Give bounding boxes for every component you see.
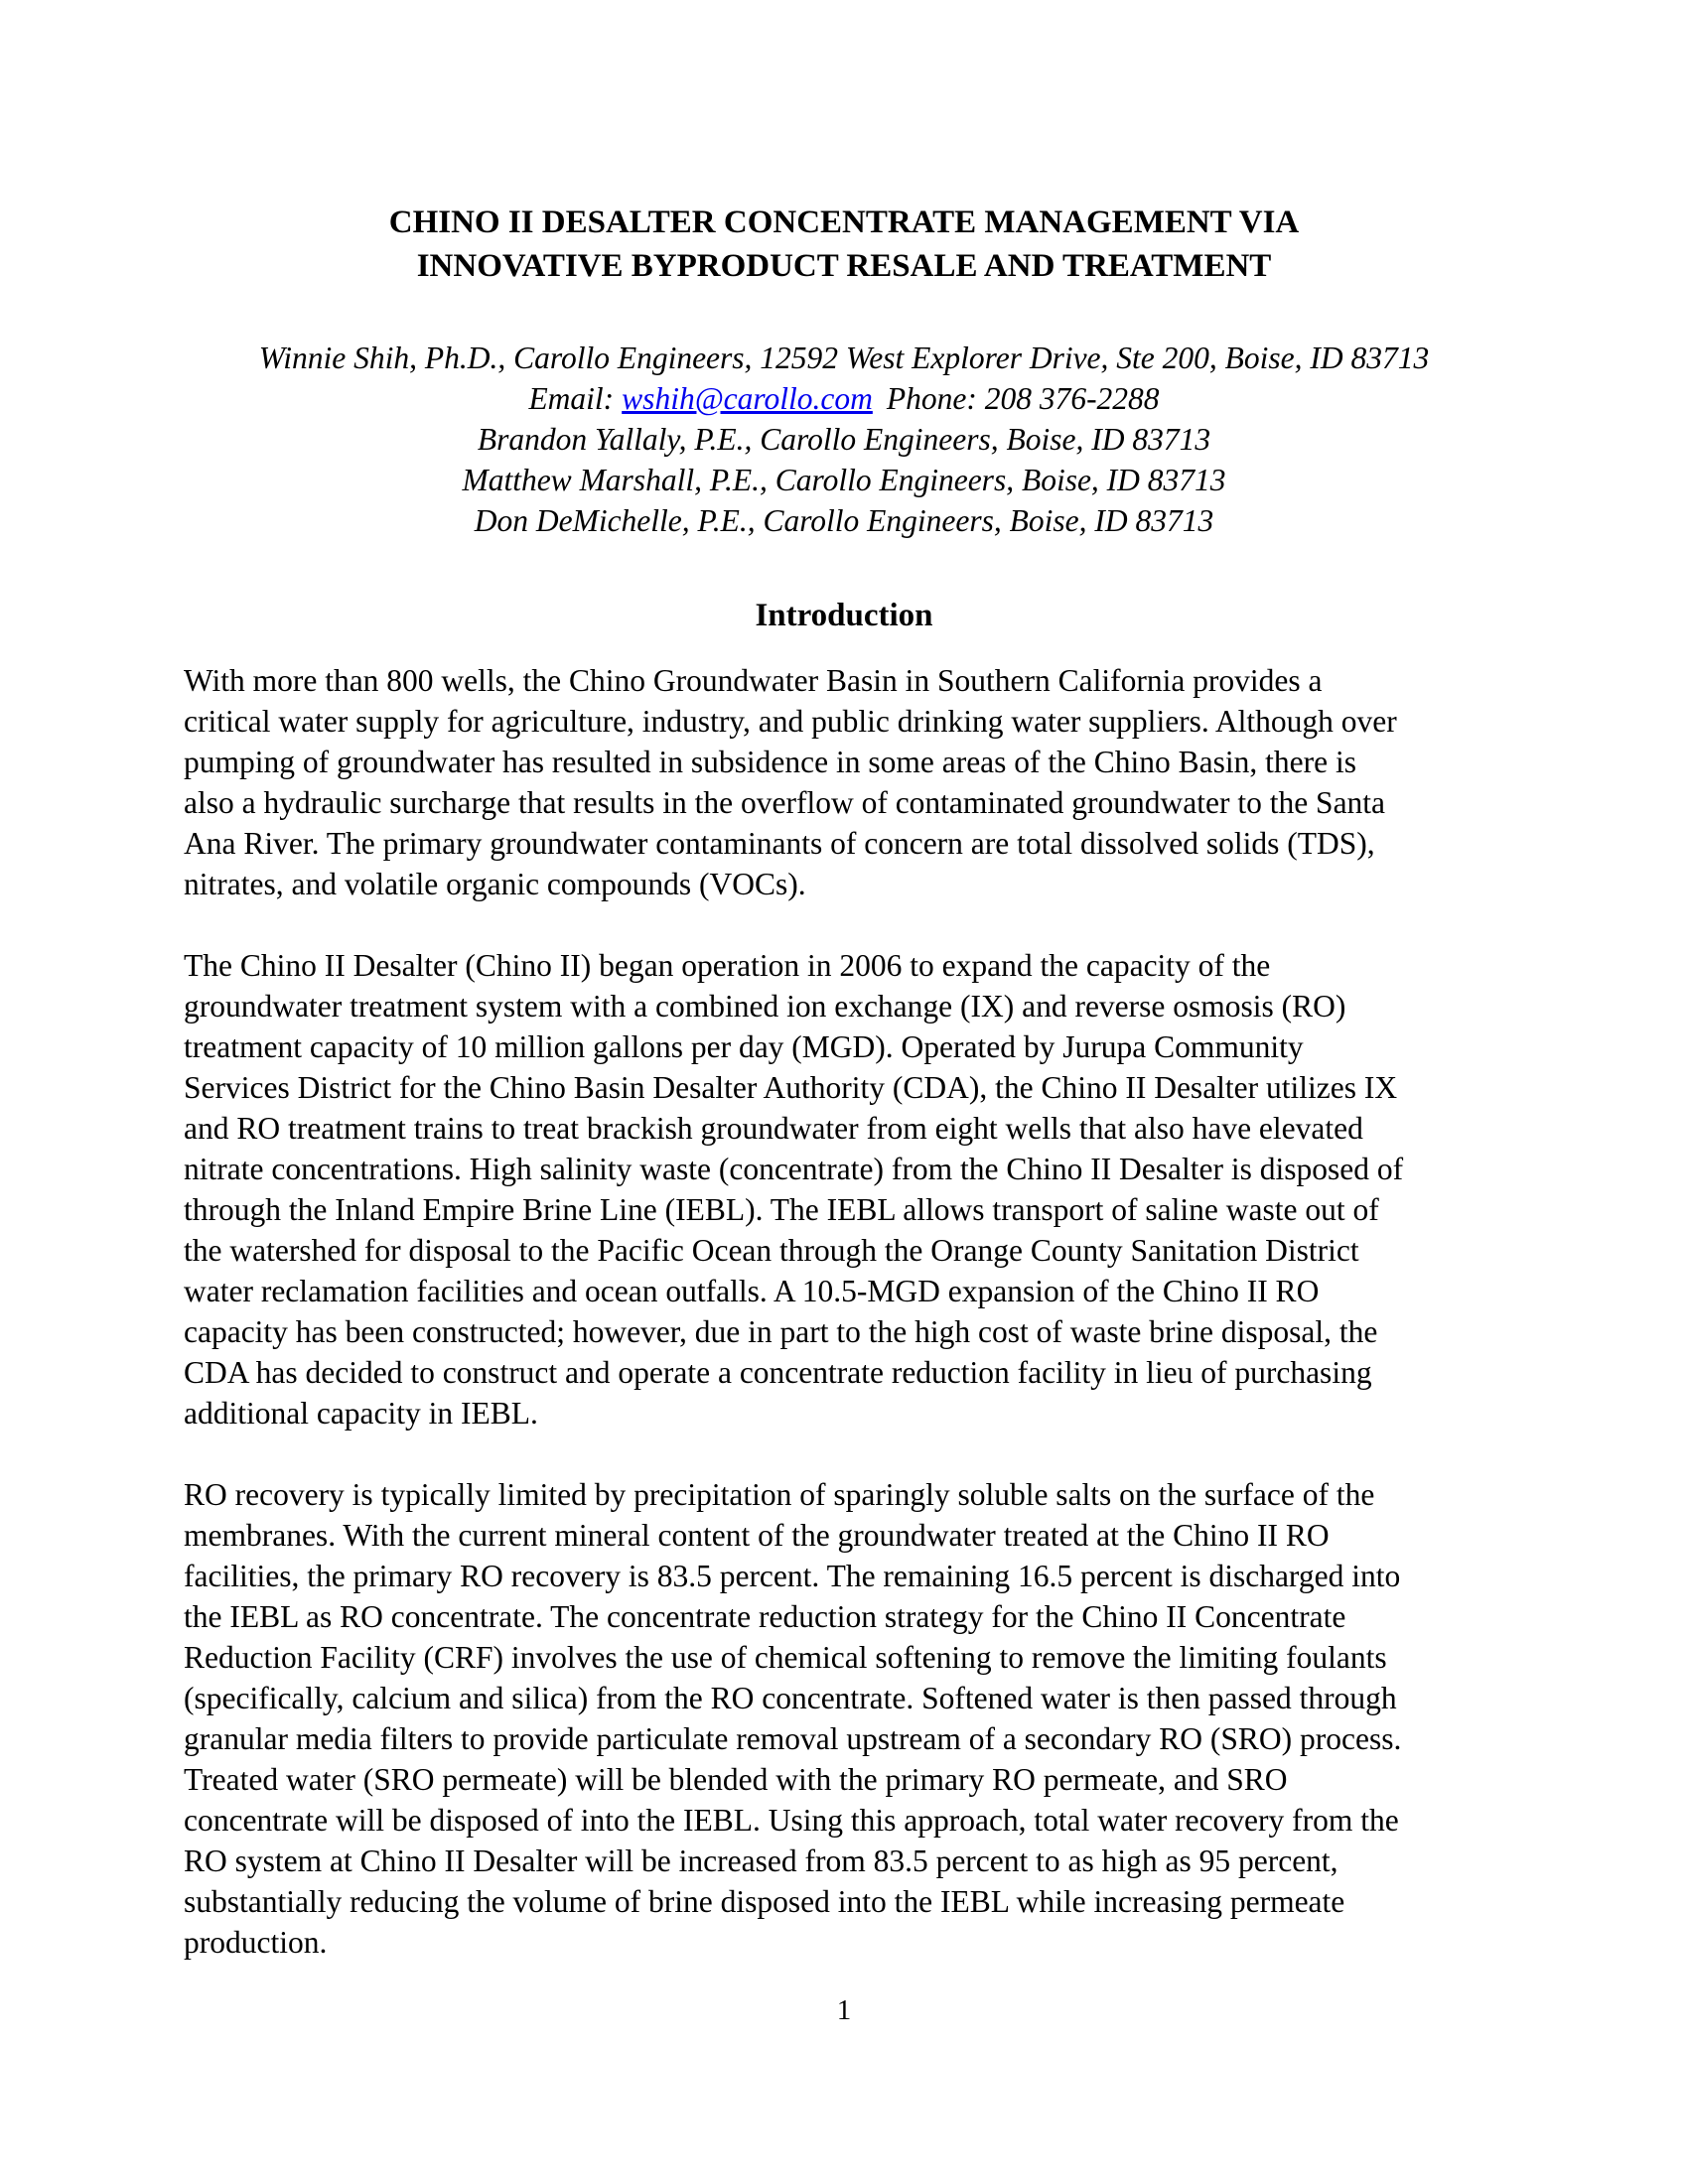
- paragraph-line: Reduction Facility (CRF) involves the use of chemical softening to remove the limiting foulants: [184, 1640, 1387, 1675]
- paragraph-line: facilities, the primary RO recovery is 83.5 percent. The remaining 16.5 percent is discharged into: [184, 1559, 1401, 1593]
- paragraph-line: Ana River. The primary groundwater contaminants of concern are total dissolved solids (TDS),: [184, 826, 1375, 861]
- paragraph-line: nitrate concentrations. High salinity waste (concentrate) from the Chino II Desalter is disposed of: [184, 1152, 1404, 1186]
- paragraph-line: additional capacity in IEBL.: [184, 1396, 538, 1431]
- contact-line: [184, 378, 1504, 419]
- paragraph-line: Services District for the Chino Basin Desalter Authority (CDA), the Chino II Desalter utilizes IX: [184, 1070, 1398, 1105]
- paragraph-line: groundwater treatment system with a combined ion exchange (IX) and reverse osmosis (RO): [184, 989, 1346, 1024]
- introduction-body: [184, 660, 1504, 1963]
- paragraph: [184, 660, 1504, 904]
- author-line-2: Brandon Yallaly, P.E., Carollo Engineers, Boise, ID 83713: [477, 422, 1211, 457]
- paragraph-line: water reclamation facilities and ocean outfalls. A 10.5-MGD expansion of the Chino II RO: [184, 1274, 1320, 1308]
- email-label: Email:: [528, 381, 615, 416]
- section-heading-introduction: Introduction: [755, 598, 933, 633]
- paragraph-line: the watershed for disposal to the Pacific Ocean through the Orange County Sanitation District: [184, 1233, 1359, 1268]
- paragraph-line: substantially reducing the volume of brine disposed into the IEBL while increasing permeate: [184, 1884, 1345, 1919]
- paragraph-line: granular media filters to provide particulate removal upstream of a secondary RO (SRO) process.: [184, 1721, 1402, 1756]
- paragraph-line: With more than 800 wells, the Chino Groundwater Basin in Southern California provides a: [184, 663, 1323, 698]
- paragraph-line: pumping of groundwater has resulted in subsidence in some areas of the Chino Basin, there is: [184, 745, 1356, 779]
- paragraph-line: critical water supply for agriculture, industry, and public drinking water suppliers. Although over: [184, 704, 1397, 739]
- paragraph-line: through the Inland Empire Brine Line (IEBL). The IEBL allows transport of saline waste out of: [184, 1192, 1379, 1227]
- paragraph-line: membranes. With the current mineral content of the groundwater treated at the Chino II RO: [184, 1518, 1330, 1553]
- paper-title: [184, 201, 1504, 288]
- paragraph-line: also a hydraulic surcharge that results in the overflow of contaminated groundwater to the Santa: [184, 785, 1386, 820]
- paragraph: [184, 1474, 1504, 1963]
- paragraph-line: RO system at Chino II Desalter will be increased from 83.5 percent to as high as 95 percent,: [184, 1843, 1338, 1878]
- paragraph-line: nitrates, and volatile organic compounds (VOCs).: [184, 867, 806, 901]
- paragraph-line: (specifically, calcium and silica) from the RO concentrate. Softened water is then passed through: [184, 1681, 1397, 1715]
- paper-title-line-1: CHINO II DESALTER CONCENTRATE MANAGEMENT VIA: [388, 205, 1300, 240]
- page-number: 1: [836, 1994, 852, 2026]
- author-line-primary: Winnie Shih, Ph.D., Carollo Engineers, 12592 West Explorer Drive, Ste 200, Boise, ID 83713: [258, 341, 1430, 375]
- paragraph-line: concentrate will be disposed of into the IEBL. Using this approach, total water recovery from the: [184, 1803, 1399, 1838]
- author-line-4: Don DeMichelle, P.E., Carollo Engineers, Boise, ID 83713: [474, 503, 1214, 538]
- paragraph-line: CDA has decided to construct and operate a concentrate reduction facility in lieu of purchasing: [184, 1355, 1372, 1390]
- paragraph-line: RO recovery is typically limited by precipitation of sparingly soluble salts on the surface of the: [184, 1477, 1375, 1512]
- paragraph-line: Treated water (SRO permeate) will be blended with the primary RO permeate, and SRO: [184, 1762, 1288, 1797]
- phone-text: Phone: 208 376-2288: [886, 381, 1160, 416]
- paragraph-line: and RO treatment trains to treat brackish groundwater from eight wells that also have elevated: [184, 1111, 1363, 1146]
- paragraph-line: production.: [184, 1925, 328, 1960]
- paragraph-line: capacity has been constructed; however, due in part to the high cost of waste brine disposal, the: [184, 1314, 1378, 1349]
- author-line-3: Matthew Marshall, P.E., Carollo Engineers, Boise, ID 83713: [462, 463, 1226, 497]
- paragraph-line: the IEBL as RO concentrate. The concentrate reduction strategy for the Chino II Concentrate: [184, 1599, 1346, 1634]
- paragraph-line: The Chino II Desalter (Chino II) began operation in 2006 to expand the capacity of the: [184, 948, 1271, 983]
- paragraph: [184, 945, 1504, 1433]
- author-block: [184, 338, 1504, 541]
- paragraph-line: treatment capacity of 10 million gallons per day (MGD). Operated by Jurupa Community: [184, 1029, 1304, 1064]
- paper-title-line-2: INNOVATIVE BYPRODUCT RESALE AND TREATMENT: [416, 248, 1272, 284]
- email-link[interactable]: wshih@carollo.com: [622, 381, 873, 416]
